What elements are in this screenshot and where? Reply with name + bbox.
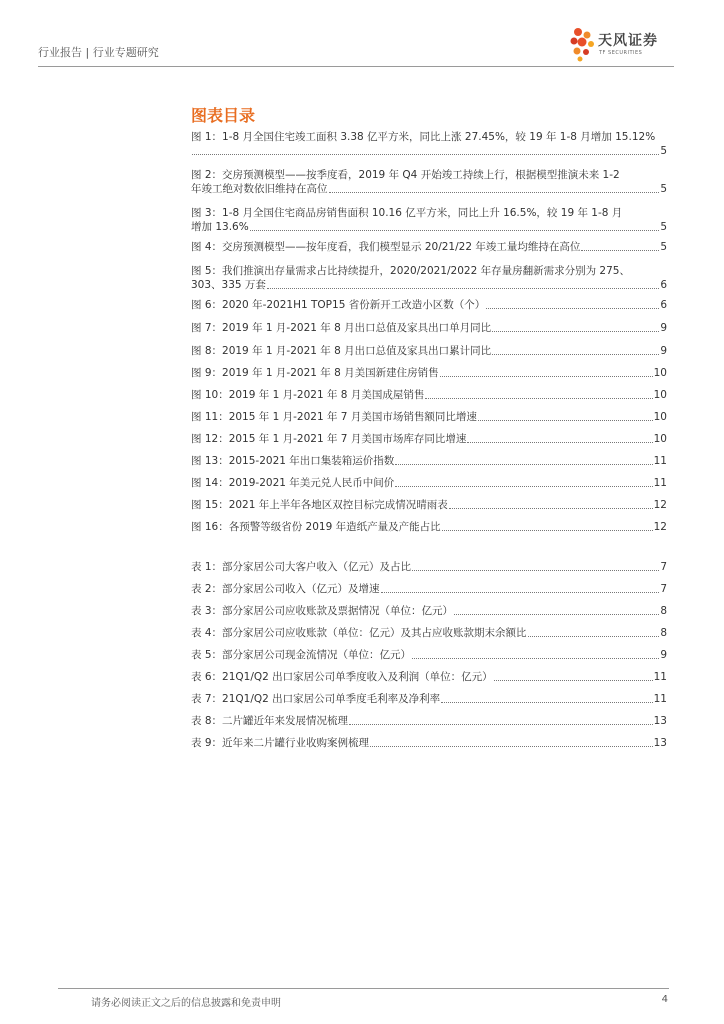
toc-entry-page: 10 [653,389,667,401]
toc-entry-label: 表 8：二片罐近年来发展情况梳理 [191,715,349,727]
toc-entry-table-2[interactable] [191,582,667,596]
toc-entry-label-cont: 303、335 万套 [191,279,266,291]
toc-entry-label: 图 1：1-8 月全国住宅竣工面积 3.38 亿平方米，同比上涨 27.45%，较 19 年 1-8 月增加 15.12% [191,131,656,143]
toc-entry-label: 图 5：我们推演出存量需求占比持续提升，2020/2021/2022 年存量房翻新需求分别为 275、 [191,265,630,277]
toc-entry-page: 5 [660,241,667,253]
toc-entry-label: 表 3：部分家居公司应收账款及票据情况（单位：亿元） [191,605,454,617]
toc-entry-label: 图 9：2019 年 1 月-2021 年 8 月美国新建住房销售 [191,367,439,379]
toc-entry-label-cont: 年竣工绝对数依旧维持在高位 [191,183,328,195]
toc-entry-page: 11 [653,693,667,705]
toc-entry-figure-3[interactable] [191,206,667,234]
toc-entry-page: 5 [660,183,667,195]
company-logo [568,24,688,62]
footer-disclaimer: 请务必阅读正文之后的信息披露和免责申明 [91,998,281,1009]
toc-entry-page: 13 [653,737,667,749]
toc-entry-label: 表 5：部分家居公司现金流情况（单位：亿元） [191,649,412,661]
toc-entry-page: 8 [660,627,667,639]
toc-entry-label: 图 3：1-8 月全国住宅商品房销售面积 10.16 亿平方米，同比上升 16.5%，较 19 年 1-8 月 [191,207,623,219]
toc-entry-page: 11 [653,671,667,683]
toc-entry-figure-4[interactable] [191,240,667,254]
toc-entry-page: 11 [653,455,667,467]
toc-entry-figure-16[interactable] [191,520,667,534]
toc-entry-label: 表 4：部分家居公司应收账款（单位：亿元）及其占应收账款期末余额比 [191,627,527,639]
toc-entry-table-6[interactable] [191,670,667,684]
toc-entry-label: 表 7：21Q1/Q2 出口家居公司单季度毛利率及净利率 [191,693,441,705]
toc-title: 图表目录 [191,106,256,125]
toc-entry-label: 图 7：2019 年 1 月-2021 年 8 月出口总值及家具出口单月同比 [191,322,492,334]
toc-entry-page: 5 [660,145,667,157]
toc-entry-label: 表 6：21Q1/Q2 出口家居公司单季度收入及利润（单位：亿元） [191,671,493,683]
header-title: 行业报告 | 行业专题研究 [38,46,159,59]
toc-entry-page: 10 [653,411,667,423]
toc-entry-page: 12 [653,499,667,511]
header-divider [38,66,674,67]
toc-entry-figure-2[interactable] [191,168,667,196]
toc-entry-table-4[interactable] [191,626,667,640]
toc-entry-page: 10 [653,367,667,379]
toc-entry-figure-12[interactable] [191,432,667,446]
toc-entry-label: 图 11：2015 年 1 月-2021 年 7 月美国市场销售额同比增速 [191,411,477,423]
page-number: 4 [661,994,668,1005]
toc-entry-label: 图 10：2019 年 1 月-2021 年 8 月美国成屋销售 [191,389,425,401]
toc-entry-figure-11[interactable] [191,410,667,424]
toc-entry-figure-8[interactable] [191,344,667,358]
toc-entry-page: 11 [653,477,667,489]
toc-entry-table-9[interactable] [191,736,667,750]
toc-entry-page: 7 [660,583,667,595]
logo-name: 天风证券 [598,33,658,49]
toc-entry-label: 图 16：各预警等级省份 2019 年造纸产量及产能占比 [191,521,441,533]
toc-entry-figure-15[interactable] [191,498,667,512]
toc-entry-page: 9 [660,322,667,334]
toc-entry-page: 6 [660,299,667,311]
toc-entry-table-7[interactable] [191,692,667,706]
toc-entry-page: 8 [660,605,667,617]
logo-flower-icon [568,26,598,62]
toc-entry-figure-7[interactable] [191,321,667,335]
toc-entry-figure-9[interactable] [191,366,667,380]
toc-entry-figure-5[interactable] [191,264,667,292]
footer-divider [58,988,669,989]
toc-entry-figure-1[interactable] [191,130,667,158]
toc-entry-figure-10[interactable] [191,388,667,402]
toc-entry-table-3[interactable] [191,604,667,618]
toc-entry-label: 图 8：2019 年 1 月-2021 年 8 月出口总值及家具出口累计同比 [191,345,492,357]
toc-entry-page: 9 [660,649,667,661]
toc-entry-table-5[interactable] [191,648,667,662]
toc-entry-label: 图 6：2020 年-2021H1 TOP15 省份新开工改造小区数（个） [191,299,486,311]
toc-entry-figure-6[interactable] [191,298,667,312]
toc-entry-label: 图 13：2015-2021 年出口集装箱运价指数 [191,455,395,467]
logo-subtitle: TF SECURITIES [599,50,643,56]
toc-entry-label: 表 2：部分家居公司收入（亿元）及增速 [191,583,380,595]
toc-entry-figure-13[interactable] [191,454,667,468]
toc-entry-page: 9 [660,345,667,357]
toc-entry-page: 6 [660,279,667,291]
toc-entry-label: 表 1：部分家居公司大客户收入（亿元）及占比 [191,561,412,573]
toc-entry-label: 图 2：交房预测模型——按季度看，2019 年 Q4 开始竣工持续上行，根据模型推演未来 1-2 [191,169,620,181]
toc-entry-label: 图 12：2015 年 1 月-2021 年 7 月美国市场库存同比增速 [191,433,467,445]
toc-entry-page: 10 [653,433,667,445]
toc-entry-label: 图 4：交房预测模型——按年度看，我们模型显示 20/21/22 年竣工量均维持在高位 [191,241,581,253]
toc-entry-label: 图 14：2019-2021 年美元兑人民币中间价 [191,477,395,489]
toc-entry-page: 13 [653,715,667,727]
toc-entry-label: 图 15：2021 年上半年各地区双控目标完成情况晴雨表 [191,499,448,511]
toc-entry-table-1[interactable] [191,560,667,574]
toc-entry-page: 5 [660,221,667,233]
toc-entry-page: 12 [653,521,667,533]
toc-entry-table-8[interactable] [191,714,667,728]
toc-entry-page: 7 [660,561,667,573]
toc-entry-figure-14[interactable] [191,476,667,490]
toc-entry-label: 表 9：近年来二片罐行业收购案例梳理 [191,737,370,749]
toc-entry-label-cont: 增加 13.6% [191,221,249,233]
